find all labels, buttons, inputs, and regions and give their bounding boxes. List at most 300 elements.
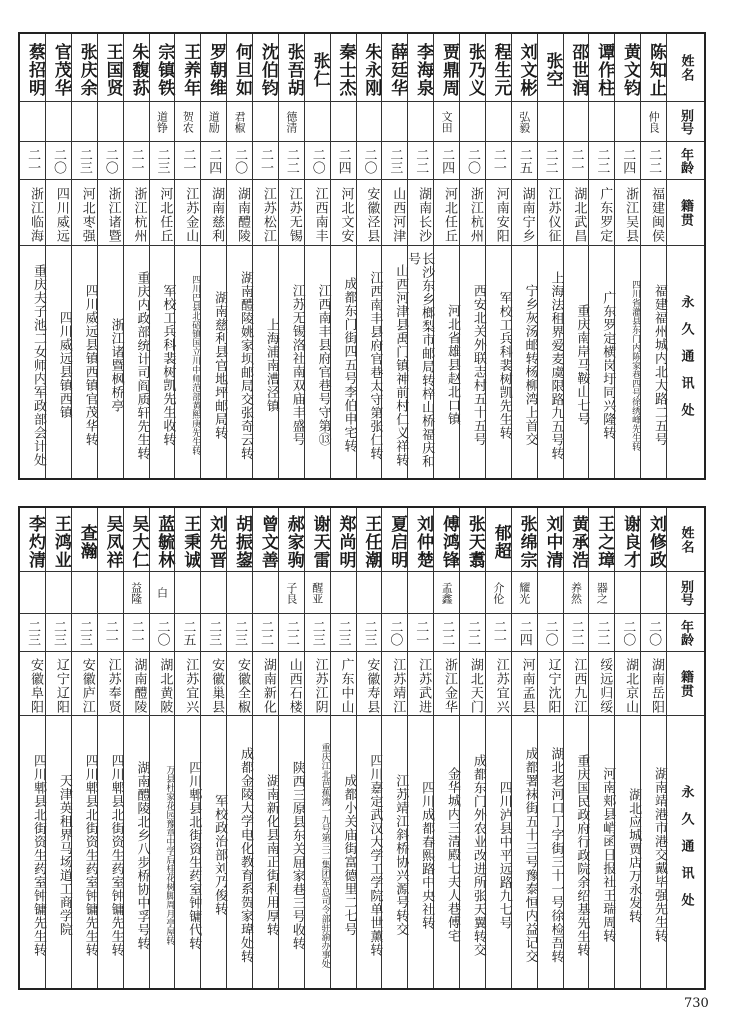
person-age: 二二 [279,614,304,652]
person-age: 二〇 [227,142,252,180]
person-address: 四川郫县北街资生药室钟镛代转 [186,760,202,950]
person-alias [72,572,97,614]
person-address: 成都署袜街五十三号豫泰恒内益记交 [522,747,538,963]
person-address: 江苏靖江斜桥协兴源号转交 [393,774,409,936]
person-alias [253,572,278,614]
person-address: 江苏无锡洛社南双庙丰盛号 [289,284,305,446]
person-column [200,508,226,988]
person-age: 二四 [512,614,537,652]
person-alias [253,102,278,142]
person-name: 罗朝维 [201,34,226,102]
person-origin: 湖北武昌 [564,180,589,246]
header-alias: 别号 [667,572,704,614]
person-age: 二五 [175,614,200,652]
person-address: 四川省灌县东门内陈家巷四号徐绣峰先生转 [630,279,641,451]
person-address: 四川成都春熙路中央社转 [419,780,435,930]
person-origin: 浙江诸暨 [98,180,123,246]
person-name: 张绵宗 [512,508,537,572]
person-age: 二三 [201,614,226,652]
person-name: 张仁 [305,34,330,102]
person-name: 程生元 [486,34,511,102]
person-address: 四川巴县北碚镇国立川中师范部黄熙庚先生转 [190,275,201,455]
person-origin: 福建闽侯 [641,180,666,246]
person-origin: 湖南醴陵 [227,180,252,246]
person-name: 薛廷华 [382,34,407,102]
person-alias: 文田 [434,102,459,142]
person-column [226,508,252,988]
person-address: 成都东门外农业改进所张天翼转交 [470,753,486,957]
person-name: 谢天雷 [305,508,330,572]
person-column [640,34,666,478]
person-origin: 江西南丰 [305,180,330,246]
person-origin: 浙江金华 [434,652,459,716]
person-alias [382,572,407,614]
person-name: 李灼清 [20,508,45,572]
person-address: 军校工兵科裴树凯先生收转 [160,284,176,446]
person-alias: 君椒 [227,102,252,142]
person-name: 王养年 [175,34,200,102]
person-age: 二一 [98,614,123,652]
person-origin: 河北枣强 [72,180,97,246]
person-alias [615,102,640,142]
person-origin: 江苏奉贤 [98,652,123,716]
person-name: 朱永刚 [357,34,382,102]
person-alias [124,102,149,142]
person-column [485,34,511,478]
person-origin: 广东罗定 [589,180,614,246]
person-alias [382,102,407,142]
person-origin: 江苏无锡 [279,180,304,246]
person-origin: 安徽寿县 [357,652,382,716]
person-column [149,508,175,988]
person-name: 王国贤 [98,34,123,102]
person-address: 重庆南岸马鞍山七号 [574,304,590,426]
person-age: 二三 [20,614,45,652]
person-age: 二二 [279,142,304,180]
person-origin: 辽宁沈阳 [538,652,563,716]
person-alias [227,572,252,614]
person-alias [201,572,226,614]
person-address: 上海浦南漕泾镇 [263,317,279,413]
person-name: 王之璋 [589,508,614,572]
person-alias [615,572,640,614]
person-origin: 河北任丘 [150,180,175,246]
person-age: 二二 [589,614,614,652]
person-name: 邵世润 [564,34,589,102]
person-name: 胡振鋆 [227,508,252,572]
header-address: 永久通讯处 [678,784,694,920]
person-address: 成都东门街四五号李伯申宅转 [341,277,357,453]
person-address: 湖南醴陵北乡八步桥协中孚号转 [134,760,150,950]
person-alias [98,102,123,142]
person-alias: 醒亚 [305,572,330,614]
person-name: 夏启明 [382,508,407,572]
person-column [330,34,356,478]
person-name: 黄承浩 [564,508,589,572]
person-age: 二三 [72,614,97,652]
person-age: 二四 [434,142,459,180]
person-origin: 河南安阳 [486,180,511,246]
person-column [614,34,640,478]
person-age: 二二 [253,614,278,652]
person-age: 二一 [408,614,433,652]
person-name: 朱馥荪 [124,34,149,102]
person-alias [46,102,71,142]
person-alias [357,572,382,614]
person-name: 黄文钧 [615,34,640,102]
person-origin: 四川威远 [46,180,71,246]
header-name: 姓名 [667,34,704,102]
person-address: 湖南慈利县官地坪邮局转 [212,290,228,440]
person-alias [98,572,123,614]
person-alias [72,102,97,142]
person-name: 何旦如 [227,34,252,102]
person-age: 二三 [227,614,252,652]
person-origin: 江苏武进 [408,652,433,716]
person-column [149,34,175,478]
person-age: 二一 [486,142,511,180]
person-name: 刘中清 [538,508,563,572]
person-column [433,508,459,988]
person-name: 王任潮 [357,508,382,572]
person-address: 四川郫县北街资生药室钟镛先生转 [108,753,124,957]
person-address: 重庆国民政府行政院余绍基先生转 [574,753,590,957]
person-age: 二〇 [615,614,640,652]
person-column [174,508,200,988]
person-name: 官茂华 [46,34,71,102]
person-alias: 贺农 [175,102,200,142]
person-column [407,34,433,478]
person-origin: 湖南长沙 [408,180,433,246]
person-address: 陕西三原县东关屈家巷三号收转 [289,760,305,950]
person-name: 张空 [538,34,563,102]
header-column [666,34,704,478]
person-alias [408,102,433,142]
person-alias [538,572,563,614]
person-age: 二〇 [305,142,330,180]
person-column [407,508,433,988]
person-alias: 道铮 [150,102,175,142]
person-name: 刘仲楚 [408,508,433,572]
person-address: 长沙东乡榔梨市邮局转梓山桥福庆和号 [405,252,435,468]
person-column [45,508,71,988]
person-age: 二一 [175,142,200,180]
person-column [304,34,330,478]
person-age: 二三 [357,614,382,652]
person-age: 二二 [538,142,563,180]
person-address: 宁乡灰汤邮转杨柳湾上首交 [522,284,538,446]
person-origin: 山西石楼 [279,652,304,716]
person-address: 四川郫县北街资生药室钟镛先生转 [31,753,46,957]
person-alias: 白 [150,572,175,614]
person-column [97,34,123,478]
person-alias [331,572,356,614]
person-column [614,508,640,988]
person-origin: 河北文安 [331,180,356,246]
person-alias [20,572,45,614]
person-age: 二〇 [382,614,407,652]
person-column [45,34,71,478]
person-age: 二一 [124,142,149,180]
person-address: 金华城内三清殿七夫人巷傅宅 [445,767,460,943]
person-age: 二〇 [357,142,382,180]
header-alias: 别号 [667,102,704,142]
person-alias [564,102,589,142]
person-column [563,508,589,988]
person-origin: 浙江杭州 [460,180,485,246]
person-alias [46,572,71,614]
person-column [381,34,407,478]
person-alias: 益隆 [124,572,149,614]
person-origin: 安徽巢县 [201,652,226,716]
person-name: 刘文彬 [512,34,537,102]
person-column [433,34,459,478]
person-name: 谭作柱 [589,34,614,102]
person-alias [460,102,485,142]
person-origin: 山西河津 [382,180,407,246]
person-address: 广东罗定横岗圩同兴隆转 [600,290,616,440]
person-address: 福建福州城内北大路二五号 [652,284,667,446]
person-age: 二二 [564,614,589,652]
person-origin: 湖南宁乡 [512,180,537,246]
person-column [278,34,304,478]
person-name: 郁超 [486,508,511,572]
header-name: 姓名 [667,508,704,572]
person-column [123,508,149,988]
person-age: 二〇 [538,614,563,652]
person-age: 二五 [512,142,537,180]
person-address: 成都金陵大学电化教育系贺家瑋处转 [238,747,253,963]
person-age: 二二 [589,142,614,180]
person-column [330,508,356,988]
person-address: 成都小关庙街富德里二七号 [341,774,357,936]
person-name: 蓝毓林 [150,508,175,572]
person-address: 四川嘉定武汉大学工学院单世薰转 [367,753,383,957]
person-alias: 道励 [201,102,226,142]
person-column [174,34,200,478]
person-alias: 介伦 [486,572,511,614]
person-age: 二三 [72,142,97,180]
person-address: 天津英租界马场道工商学院 [56,774,72,936]
person-column [304,508,330,988]
person-column [226,34,252,478]
person-age: 二二 [460,614,485,652]
person-name: 张天翥 [460,508,485,572]
person-address: 军校政治部刘乃俊转 [212,794,228,916]
person-origin: 安徽全椒 [227,652,252,716]
person-alias [305,102,330,142]
person-alias [460,572,485,614]
person-alias [175,572,200,614]
person-alias: 仲良 [641,102,666,142]
person-origin: 安徽庐江 [72,652,97,716]
person-column [563,34,589,478]
person-column [200,34,226,478]
person-name: 贾鼎周 [434,34,459,102]
person-address: 湖南醴陵姚家坝邮局交张奇云转 [238,270,253,460]
person-age: 二四 [201,142,226,180]
person-alias [357,102,382,142]
person-address: 山西河津县禹门镇神前村仁义祥转 [393,263,409,467]
person-column [20,34,45,478]
person-column [356,34,382,478]
person-origin: 江苏靖江 [382,652,407,716]
person-origin: 湖北京山 [615,652,640,716]
person-name: 刘先晋 [201,508,226,572]
person-origin: 江苏松江 [253,180,278,246]
person-age: 二三 [382,142,407,180]
person-name: 谢良才 [615,508,640,572]
person-alias [408,572,433,614]
person-age: 二二 [641,142,666,180]
person-age: 二一 [486,614,511,652]
person-column [485,508,511,988]
person-address: 西安北关外联志村五十五号 [470,284,486,446]
person-age: 二二 [408,142,433,180]
person-alias [641,572,666,614]
person-alias [331,102,356,142]
person-age: 二三 [305,614,330,652]
person-origin: 江苏宜兴 [486,652,511,716]
header-age: 年龄 [667,614,704,652]
person-age: 二〇 [46,142,71,180]
person-origin: 湖南岳阳 [641,652,666,716]
person-name: 查瀚 [72,508,97,572]
header-address: 永久通讯处 [678,294,694,430]
person-age: 二三 [46,614,71,652]
person-column [71,508,97,988]
person-address: 湖北应城贾店万永发转 [626,787,642,923]
person-alias: 弘毅 [512,102,537,142]
person-alias [20,102,45,142]
person-column [588,508,614,988]
person-origin: 浙江吴县 [615,180,640,246]
person-column [381,508,407,988]
header-origin: 籍贯 [667,652,704,716]
person-alias: 孟鑫 [434,572,459,614]
person-column [278,508,304,988]
person-alias: 子良 [279,572,304,614]
person-age: 二一 [253,142,278,180]
person-origin: 江苏仪征 [538,180,563,246]
person-address: 湖南靖港市港交戴毕强先生转 [652,767,667,943]
person-name: 王秉诚 [175,508,200,572]
person-alias [538,102,563,142]
roster-table-bottom [18,506,706,990]
person-name: 曾文善 [253,508,278,572]
header-origin: 籍贯 [667,180,704,246]
person-column [640,508,666,988]
person-alias: 养然 [564,572,589,614]
person-address: 四川郫县北街资生药室钟镛先生转 [82,753,98,957]
person-name: 刘修政 [641,508,666,572]
person-age: 二二 [434,614,459,652]
person-column [511,34,537,478]
person-column [588,34,614,478]
person-age: 二三 [331,614,356,652]
person-address: 湖南新化县南正街利用厚转 [263,774,279,936]
person-address: 河南郏县峭函日报社王瑞周转 [600,767,616,943]
person-origin: 辽宁辽阳 [46,652,71,716]
person-address: 重庆江北芭蕉湾一九号第三二集团军总司令部驻渝办事处 [319,742,330,968]
person-name: 沈伯钧 [253,34,278,102]
person-column [356,508,382,988]
person-address: 河北省雄县赵北口镇 [445,304,460,426]
person-name: 张庆余 [72,34,97,102]
person-alias: 德清 [279,102,304,142]
person-age: 二〇 [460,142,485,180]
person-origin: 绥远归绥 [589,652,614,716]
person-column [97,508,123,988]
person-origin: 江苏江阴 [305,652,330,716]
person-name: 吴凤祥 [98,508,123,572]
roster-table-top [18,32,706,480]
person-origin: 湖北天门 [460,652,485,716]
person-age: 二〇 [150,614,175,652]
person-origin: 湖北黄陂 [150,652,175,716]
person-address: 江西南丰县府官巷号守第⑬ [315,284,331,446]
person-column [459,34,485,478]
person-name: 吴大仁 [124,508,149,572]
person-origin: 广东中山 [331,652,356,716]
person-address: 四川威远县镇西镇 [56,311,72,419]
person-name: 宗镇铁 [150,34,175,102]
person-column [71,34,97,478]
page-number: 730 [684,996,709,1011]
person-name: 秦士杰 [331,34,356,102]
person-column [537,508,563,988]
person-alias: 耀光 [512,572,537,614]
person-address: 四川泸县中平远路九七号 [496,780,512,930]
person-age: 二三 [150,142,175,180]
person-column [252,508,278,988]
person-name: 张吾胡 [279,34,304,102]
person-address: 重庆夫子池二女师内军政部会计处 [31,263,46,467]
person-address: 重庆内政部统计司阎质轩先生转 [134,270,150,460]
person-address: 军校工兵科裴树凯先生转 [496,290,512,440]
person-age: 二一 [564,142,589,180]
person-address: 湖北老河口丁字街三十一号徐检吾转 [548,747,564,963]
person-alias [589,102,614,142]
person-name: 陈知止 [641,34,666,102]
person-age: 二〇 [98,142,123,180]
person-age: 二四 [615,142,640,180]
person-origin: 江苏宜兴 [175,652,200,716]
person-name: 傅鸿锋 [434,508,459,572]
person-column [459,508,485,988]
person-address: 万县杜家花园豫章中学后桂花树脚周月亭屋转 [164,765,175,945]
person-origin: 江西九江 [564,652,589,716]
person-address: 江西南丰县府官巷太守第张仁转 [367,270,383,460]
person-age: 二一 [124,614,149,652]
person-origin: 湖南新化 [253,652,278,716]
person-age: 二四 [331,142,356,180]
person-address: 上海法租界爱麦虞限路九五号转 [548,270,564,460]
person-origin: 安徽阜阳 [20,652,45,716]
person-alias [486,102,511,142]
person-age: 二〇 [641,614,666,652]
person-name: 王鸿业 [46,508,71,572]
person-origin: 浙江临海 [20,180,45,246]
person-origin: 浙江杭州 [124,180,149,246]
person-origin: 河南孟县 [512,652,537,716]
header-column [666,508,704,988]
person-alias: 器之 [589,572,614,614]
person-origin: 江苏金山 [175,180,200,246]
person-origin: 安徽泾县 [357,180,382,246]
person-origin: 湖南醴陵 [124,652,149,716]
person-age: 二一 [20,142,45,180]
